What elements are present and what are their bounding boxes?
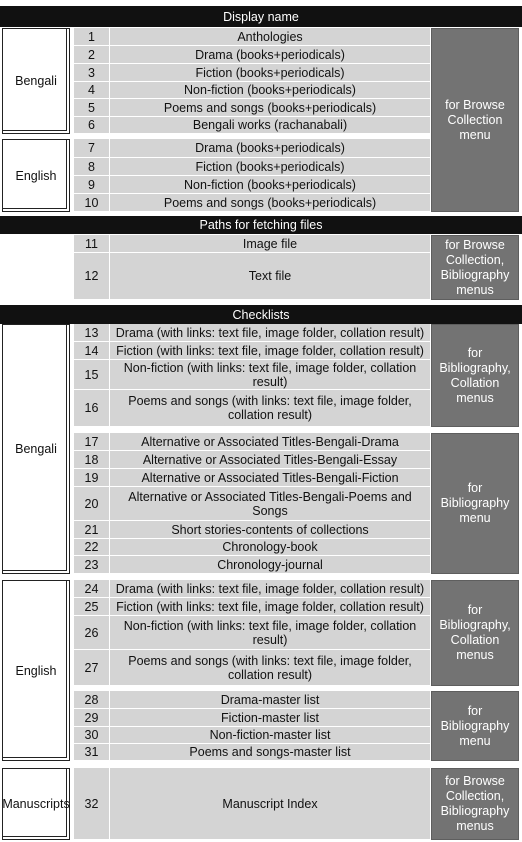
row-number: 12 (74, 253, 110, 300)
row-number: 14 (74, 342, 110, 360)
group-label-bibliography: for Bibliography menu (431, 691, 519, 761)
group-label-browse-bibliography: for Browse Collection, Bibliography menus (431, 235, 519, 300)
row-number: 28 (74, 691, 110, 709)
row-number: 15 (74, 360, 110, 390)
row-text: Drama (with links: text file, image folder, collation result) (110, 580, 430, 598)
language-label-bengali: Bengali (2, 324, 70, 574)
row-number: 23 (74, 556, 110, 574)
row-number: 8 (74, 158, 110, 176)
row-number: 1 (74, 28, 110, 46)
group-label-bibliography-collation: for Bibliography, Collation menus (431, 580, 519, 686)
section-header-display-name: Display name (0, 6, 522, 27)
row-text: Alternative or Associated Titles-Bengali-Poems and Songs (110, 487, 430, 521)
row-number: 22 (74, 539, 110, 556)
language-label-bengali: Bengali (2, 28, 70, 134)
row-text: Non-fiction (with links: text file, image folder, collation result) (110, 616, 430, 650)
row-text: Non-fiction (books+periodicals) (110, 82, 430, 99)
row-text: Non-fiction-master list (110, 727, 430, 744)
row-text: Image file (110, 235, 430, 253)
row-number: 24 (74, 580, 110, 598)
row-text: Text file (110, 253, 430, 300)
row-number: 16 (74, 390, 110, 427)
row-text: Poems and songs-master list (110, 744, 430, 761)
row-number: 21 (74, 521, 110, 539)
group-label-browse-bibliography: for Browse Collection, Bibliography menus (431, 768, 519, 840)
row-text: Alternative or Associated Titles-Bengali-Drama (110, 433, 430, 451)
row-number: 31 (74, 744, 110, 761)
row-number: 19 (74, 469, 110, 487)
row-number: 13 (74, 324, 110, 342)
row-text: Non-fiction (with links: text file, image folder, collation result) (110, 360, 430, 390)
row-text: Poems and songs (books+periodicals) (110, 99, 430, 117)
row-text: Poems and songs (with links: text file, image folder, collation result) (110, 650, 430, 686)
row-number: 6 (74, 117, 110, 134)
row-number: 3 (74, 64, 110, 82)
row-number: 2 (74, 46, 110, 64)
row-number: 29 (74, 709, 110, 727)
row-number: 4 (74, 82, 110, 99)
row-text: Fiction (books+periodicals) (110, 158, 430, 176)
row-text: Short stories-contents of collections (110, 521, 430, 539)
row-number: 25 (74, 598, 110, 616)
row-text: Drama (books+periodicals) (110, 46, 430, 64)
group-label-bibliography: for Bibliography menu (431, 433, 519, 574)
row-text: Fiction (with links: text file, image folder, collation result) (110, 598, 430, 616)
row-text: Fiction-master list (110, 709, 430, 727)
row-number: 17 (74, 433, 110, 451)
row-text: Poems and songs (books+periodicals) (110, 194, 430, 212)
language-label-english: English (2, 139, 70, 212)
section-header-paths: Paths for fetching files (0, 216, 522, 234)
row-text: Non-fiction (books+periodicals) (110, 176, 430, 194)
row-text: Poems and songs (with links: text file, image folder, collation result) (110, 390, 430, 427)
row-text: Chronology-journal (110, 556, 430, 574)
row-number: 30 (74, 727, 110, 744)
row-text: Alternative or Associated Titles-Bengali-Fiction (110, 469, 430, 487)
row-text: Anthologies (110, 28, 430, 46)
row-text: Fiction (with links: text file, image folder, collation result) (110, 342, 430, 360)
row-text: Manuscript Index (110, 768, 430, 840)
section-header-checklists: Checklists (0, 305, 522, 324)
row-text: Bengali works (rachanabali) (110, 117, 430, 134)
row-number: 7 (74, 139, 110, 158)
row-text: Fiction (books+periodicals) (110, 64, 430, 82)
row-number: 18 (74, 451, 110, 469)
group-label-bibliography-collation: for Bibliography, Collation menus (431, 324, 519, 427)
language-label-english: English (2, 580, 70, 761)
row-text: Drama-master list (110, 691, 430, 709)
row-number: 5 (74, 99, 110, 117)
row-text: Drama (with links: text file, image folder, collation result) (110, 324, 430, 342)
row-text: Chronology-book (110, 539, 430, 556)
row-number: 27 (74, 650, 110, 686)
language-label-manuscripts: Manuscripts (2, 768, 70, 840)
group-label-browse-collection: for Browse Collection menu (431, 28, 519, 212)
row-number: 11 (74, 235, 110, 253)
row-text: Alternative or Associated Titles-Bengali-Essay (110, 451, 430, 469)
row-text: Drama (books+periodicals) (110, 139, 430, 158)
row-number: 9 (74, 176, 110, 194)
row-number: 20 (74, 487, 110, 521)
row-number: 32 (74, 768, 110, 840)
row-number: 26 (74, 616, 110, 650)
row-number: 10 (74, 194, 110, 212)
